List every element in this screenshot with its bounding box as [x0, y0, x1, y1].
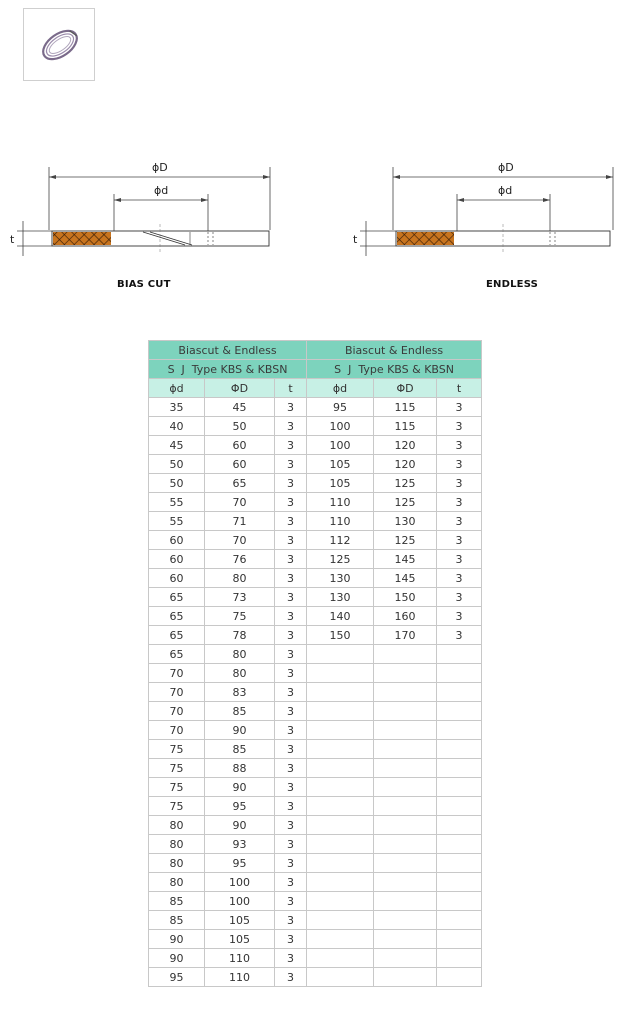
- table-cell: 100: [205, 892, 275, 911]
- table-cell: [437, 892, 482, 911]
- table-cell: 125: [374, 493, 437, 512]
- table-cell: [307, 835, 374, 854]
- column-header: ΦD: [374, 379, 437, 398]
- table-cell: 3: [275, 569, 307, 588]
- table-cell: 85: [149, 892, 205, 911]
- table-cell: 145: [374, 569, 437, 588]
- table-cell: [437, 664, 482, 683]
- table-cell: [307, 664, 374, 683]
- table-cell: 3: [275, 550, 307, 569]
- table-cell: 105: [307, 455, 374, 474]
- table-cell: 95: [205, 797, 275, 816]
- table-cell: [374, 816, 437, 835]
- table-cell: 3: [275, 512, 307, 531]
- table-cell: 3: [275, 626, 307, 645]
- table-cell: 3: [275, 854, 307, 873]
- table-cell: 75: [149, 759, 205, 778]
- table-cell: 125: [307, 550, 374, 569]
- table-cell: 90: [205, 778, 275, 797]
- table-cell: 3: [275, 493, 307, 512]
- table-cell: [374, 968, 437, 987]
- table-cell: [437, 721, 482, 740]
- table-cell: [374, 721, 437, 740]
- seal-section: [53, 232, 111, 245]
- table-row: [149, 740, 482, 759]
- table-cell: [307, 873, 374, 892]
- table-row: [149, 455, 482, 474]
- table-cell: 3: [275, 417, 307, 436]
- table-row: [149, 702, 482, 721]
- table-row: [149, 759, 482, 778]
- table-cell: 130: [374, 512, 437, 531]
- table-cell: 115: [374, 398, 437, 417]
- table-cell: 83: [205, 683, 275, 702]
- table-cell: 100: [205, 873, 275, 892]
- table-cell: 55: [149, 512, 205, 531]
- table-cell: 3: [275, 759, 307, 778]
- table-cell: [374, 702, 437, 721]
- right-table-subtitle: S J Type KBS & KBSN: [307, 360, 482, 379]
- table-cell: 3: [275, 721, 307, 740]
- right-table-title: Biascut & Endless: [307, 341, 482, 360]
- table-cell: 3: [275, 588, 307, 607]
- table-cell: 3: [275, 816, 307, 835]
- table-cell: [374, 854, 437, 873]
- table-cell: 3: [275, 664, 307, 683]
- seal-section: [397, 232, 454, 245]
- table-cell: 3: [437, 398, 482, 417]
- table-row: [149, 512, 482, 531]
- table-cell: 65: [149, 626, 205, 645]
- table-row: [149, 626, 482, 645]
- table-row: [149, 892, 482, 911]
- column-header: t: [275, 379, 307, 398]
- table-cell: 60: [149, 531, 205, 550]
- table-cell: [307, 930, 374, 949]
- table-cell: 80: [149, 816, 205, 835]
- table-cell: 85: [149, 911, 205, 930]
- table-cell: 3: [275, 778, 307, 797]
- table-cell: 120: [374, 455, 437, 474]
- bias-cut-caption: BIAS CUT: [117, 279, 171, 290]
- table-cell: 3: [437, 474, 482, 493]
- table-cell: 3: [437, 512, 482, 531]
- table-cell: [437, 835, 482, 854]
- table-row: [149, 531, 482, 550]
- table-cell: 60: [149, 569, 205, 588]
- table-cell: 60: [149, 550, 205, 569]
- table-cell: [374, 911, 437, 930]
- table-row: [149, 569, 482, 588]
- table-cell: 75: [149, 740, 205, 759]
- table-cell: 50: [149, 474, 205, 493]
- table-cell: 3: [275, 911, 307, 930]
- table-cell: [307, 683, 374, 702]
- table-cell: [437, 797, 482, 816]
- table-cell: 50: [205, 417, 275, 436]
- table-cell: 80: [149, 835, 205, 854]
- table-cell: 65: [205, 474, 275, 493]
- table-cell: 55: [149, 493, 205, 512]
- table-cell: 90: [205, 816, 275, 835]
- table-cell: 85: [205, 740, 275, 759]
- table-row: [149, 436, 482, 455]
- table-cell: 40: [149, 417, 205, 436]
- table-cell: [307, 797, 374, 816]
- table-row: [149, 968, 482, 987]
- table-cell: 3: [437, 455, 482, 474]
- table-cell: 150: [307, 626, 374, 645]
- table-cell: 100: [307, 436, 374, 455]
- table-cell: [374, 835, 437, 854]
- table-cell: [307, 968, 374, 987]
- table-cell: [437, 930, 482, 949]
- table-cell: 112: [307, 531, 374, 550]
- table-cell: 85: [205, 702, 275, 721]
- table-cell: 75: [149, 797, 205, 816]
- table-cell: 3: [275, 835, 307, 854]
- table-cell: 3: [275, 797, 307, 816]
- table-cell: 125: [374, 474, 437, 493]
- table-cell: [307, 892, 374, 911]
- table-row: [149, 721, 482, 740]
- table-cell: 60: [205, 436, 275, 455]
- table-cell: [307, 778, 374, 797]
- table-cell: [437, 873, 482, 892]
- table-cell: 110: [307, 512, 374, 531]
- table-cell: 60: [205, 455, 275, 474]
- left-table-title: Biascut & Endless: [149, 341, 307, 360]
- table-cell: 90: [149, 949, 205, 968]
- table-cell: [437, 702, 482, 721]
- endless-caption: ENDLESS: [486, 279, 539, 290]
- table-cell: [374, 949, 437, 968]
- table-cell: [437, 645, 482, 664]
- table-cell: [374, 759, 437, 778]
- table-cell: [307, 645, 374, 664]
- table-cell: 105: [205, 930, 275, 949]
- table-row: [149, 474, 482, 493]
- table-cell: 3: [275, 474, 307, 493]
- table-cell: 3: [275, 968, 307, 987]
- table-cell: 120: [374, 436, 437, 455]
- column-header: ϕd: [307, 379, 374, 398]
- table-cell: [374, 892, 437, 911]
- table-cell: 110: [205, 968, 275, 987]
- table-cell: 3: [437, 493, 482, 512]
- table-cell: 3: [437, 626, 482, 645]
- table-cell: [374, 930, 437, 949]
- endless-diagram: [340, 150, 630, 300]
- table-row: [149, 398, 482, 417]
- product-thumbnail[interactable]: [23, 8, 95, 81]
- table-cell: 140: [307, 607, 374, 626]
- table-cell: 3: [275, 873, 307, 892]
- table-cell: [437, 759, 482, 778]
- table-row: [149, 493, 482, 512]
- table-row: [149, 588, 482, 607]
- table-cell: 70: [149, 683, 205, 702]
- table-cell: [437, 949, 482, 968]
- table-row: [149, 930, 482, 949]
- outer-dim-label: ϕD: [498, 161, 514, 174]
- table-cell: [307, 911, 374, 930]
- table-cell: 95: [307, 398, 374, 417]
- left-table-subtitle: S J Type KBS & KBSN: [149, 360, 307, 379]
- table-cell: [374, 797, 437, 816]
- table-row: [149, 550, 482, 569]
- table-cell: 80: [205, 569, 275, 588]
- table-cell: 3: [437, 531, 482, 550]
- table-cell: [307, 816, 374, 835]
- table-cell: 90: [205, 721, 275, 740]
- table-cell: 3: [437, 436, 482, 455]
- table-cell: [437, 740, 482, 759]
- table-cell: 76: [205, 550, 275, 569]
- table-cell: 3: [437, 588, 482, 607]
- table-row: [149, 664, 482, 683]
- table-row: [149, 835, 482, 854]
- inner-dim-label: ϕd: [154, 184, 169, 197]
- table-cell: 70: [205, 493, 275, 512]
- table-cell: [437, 683, 482, 702]
- table-cell: 70: [149, 721, 205, 740]
- table-cell: [374, 778, 437, 797]
- table-cell: [307, 740, 374, 759]
- ring-icon: [24, 9, 96, 82]
- table-cell: 170: [374, 626, 437, 645]
- table-cell: 3: [275, 398, 307, 417]
- table-row: [149, 854, 482, 873]
- table-cell: [437, 816, 482, 835]
- table-cell: [307, 759, 374, 778]
- table-cell: 80: [149, 873, 205, 892]
- table-cell: 90: [149, 930, 205, 949]
- table-cell: 35: [149, 398, 205, 417]
- table-cell: 125: [374, 531, 437, 550]
- table-cell: [307, 721, 374, 740]
- table-cell: 88: [205, 759, 275, 778]
- table-cell: 3: [275, 702, 307, 721]
- table-cell: [307, 949, 374, 968]
- table-cell: 45: [149, 436, 205, 455]
- table-cell: [374, 740, 437, 759]
- table-cell: 105: [205, 911, 275, 930]
- table-cell: 3: [437, 569, 482, 588]
- table-cell: 93: [205, 835, 275, 854]
- table-row: [149, 417, 482, 436]
- table-cell: 3: [275, 949, 307, 968]
- table-cell: 3: [275, 436, 307, 455]
- table-cell: [307, 854, 374, 873]
- table-row: [149, 683, 482, 702]
- table-row: [149, 645, 482, 664]
- table-row: [149, 911, 482, 930]
- table-cell: 160: [374, 607, 437, 626]
- table-cell: 65: [149, 588, 205, 607]
- table-cell: 70: [205, 531, 275, 550]
- table-cell: 100: [307, 417, 374, 436]
- table-row: [149, 816, 482, 835]
- table-cell: 65: [149, 607, 205, 626]
- table-cell: 110: [205, 949, 275, 968]
- table-cell: 50: [149, 455, 205, 474]
- table-cell: [374, 645, 437, 664]
- table-cell: 105: [307, 474, 374, 493]
- table-cell: 3: [275, 930, 307, 949]
- inner-dim-label: ϕd: [498, 184, 513, 197]
- table-cell: [374, 683, 437, 702]
- table-row: [149, 778, 482, 797]
- table-row: [149, 873, 482, 892]
- table-cell: 3: [275, 892, 307, 911]
- table-cell: 71: [205, 512, 275, 531]
- thickness-label: t: [353, 233, 358, 246]
- table-cell: 75: [149, 778, 205, 797]
- table-cell: 80: [149, 854, 205, 873]
- spec-table: [148, 340, 482, 987]
- table-cell: 145: [374, 550, 437, 569]
- table-cell: [437, 854, 482, 873]
- table-cell: 110: [307, 493, 374, 512]
- table-cell: 78: [205, 626, 275, 645]
- table-cell: 65: [149, 645, 205, 664]
- outer-dim-label: ϕD: [152, 161, 168, 174]
- table-cell: 3: [275, 740, 307, 759]
- table-cell: 130: [307, 569, 374, 588]
- table-cell: 80: [205, 645, 275, 664]
- table-cell: 3: [275, 645, 307, 664]
- table-cell: 80: [205, 664, 275, 683]
- table-cell: [374, 664, 437, 683]
- table-cell: 95: [205, 854, 275, 873]
- table-cell: 3: [437, 550, 482, 569]
- table-cell: [437, 968, 482, 987]
- table-row: [149, 607, 482, 626]
- table-cell: 3: [275, 607, 307, 626]
- table-row: [149, 949, 482, 968]
- table-cell: 3: [275, 455, 307, 474]
- column-header: ϕd: [149, 379, 205, 398]
- table-cell: 75: [205, 607, 275, 626]
- table-cell: 115: [374, 417, 437, 436]
- table-cell: 3: [275, 683, 307, 702]
- table-cell: 130: [307, 588, 374, 607]
- table-cell: 150: [374, 588, 437, 607]
- table-row: [149, 797, 482, 816]
- table-cell: [437, 778, 482, 797]
- table-cell: [374, 873, 437, 892]
- bias-cut-diagram: [0, 150, 300, 300]
- table-cell: 3: [437, 417, 482, 436]
- table-cell: 3: [437, 607, 482, 626]
- table-cell: 3: [275, 531, 307, 550]
- table-cell: 45: [205, 398, 275, 417]
- table-cell: 70: [149, 664, 205, 683]
- column-header: ΦD: [205, 379, 275, 398]
- table-cell: 73: [205, 588, 275, 607]
- thickness-label: t: [10, 233, 15, 246]
- table-cell: 70: [149, 702, 205, 721]
- column-header: t: [437, 379, 482, 398]
- table-cell: 95: [149, 968, 205, 987]
- table-cell: [307, 702, 374, 721]
- table-cell: [437, 911, 482, 930]
